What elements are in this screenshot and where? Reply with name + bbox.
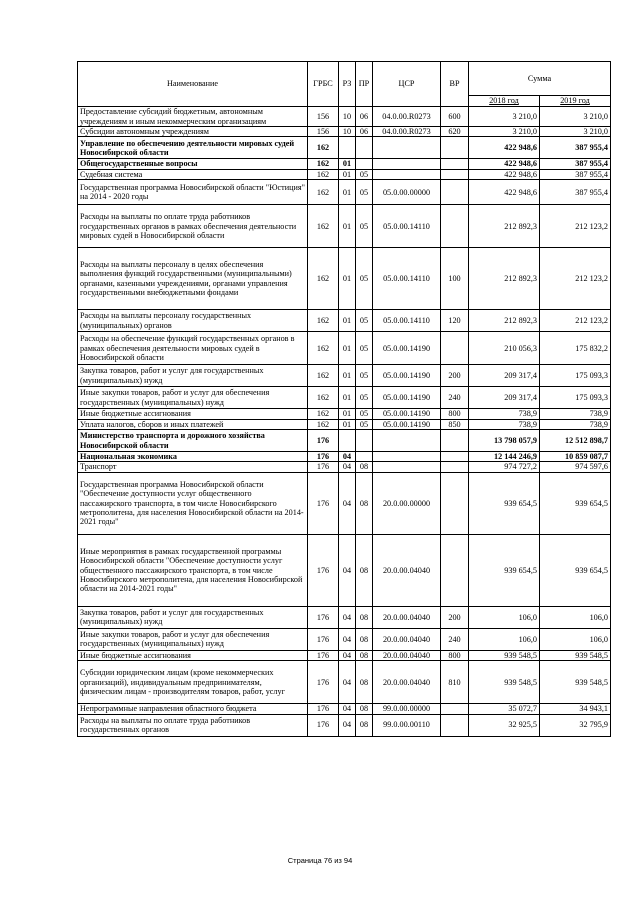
cell-name: Закупка товаров, работ и услуг для государственных (муниципальных) нужд [78, 365, 308, 387]
cell-grbs: 156 [308, 107, 339, 127]
cell-csr: 05.0.00.14190 [373, 387, 441, 409]
table-row [78, 462, 611, 472]
cell-sum-2018: 209 317,4 [469, 365, 540, 387]
cell-sum-2019: 212 123,2 [540, 248, 611, 310]
cell-sum-2019: 3 210,0 [540, 107, 611, 127]
cell-csr: 05.0.00.14190 [373, 365, 441, 387]
cell-vr [441, 462, 469, 472]
cell-name: Министерство транспорта и дорожного хозяйства Новосибирской области [78, 430, 308, 452]
cell-vr: 240 [441, 628, 469, 650]
cell-pr [356, 452, 373, 462]
cell-sum-2019: 106,0 [540, 628, 611, 650]
cell-rz: 04 [339, 714, 356, 736]
cell-pr: 05 [356, 310, 373, 332]
cell-sum-2019: 212 123,2 [540, 310, 611, 332]
cell-name: Государственная программа Новосибирской области "Обеспечение доступности услуг общественного пассажирского транспорта, в том числе Новосибирского метрополитена, для населения Новосибирской области на 2014-2021 годы" [78, 472, 308, 534]
cell-csr: 04.0.00.R0273 [373, 127, 441, 137]
cell-vr [441, 159, 469, 169]
cell-csr: 20.0.00.00000 [373, 472, 441, 534]
header-sum: Сумма [469, 62, 611, 96]
cell-pr: 05 [356, 387, 373, 409]
cell-rz [339, 137, 356, 159]
cell-csr: 05.0.00.14190 [373, 409, 441, 419]
cell-name: Закупка товаров, работ и услуг для государственных (муниципальных) нужд [78, 606, 308, 628]
cell-sum-2018: 212 892,3 [469, 310, 540, 332]
cell-sum-2019: 939 654,5 [540, 472, 611, 534]
cell-vr [441, 452, 469, 462]
cell-pr [356, 430, 373, 452]
header-rz: РЗ [339, 62, 356, 107]
table-row [78, 419, 611, 429]
table-row [78, 107, 611, 127]
cell-csr: 20.0.00.04040 [373, 606, 441, 628]
cell-rz: 10 [339, 107, 356, 127]
cell-pr: 05 [356, 419, 373, 429]
table-row [78, 310, 611, 332]
cell-rz: 01 [339, 180, 356, 205]
cell-sum-2019: 3 210,0 [540, 127, 611, 137]
cell-rz: 04 [339, 452, 356, 462]
cell-name: Судебная система [78, 169, 308, 179]
cell-sum-2018: 738,9 [469, 419, 540, 429]
cell-name: Расходы на выплаты персоналу государственных (муниципальных) органов [78, 310, 308, 332]
budget-table [77, 61, 611, 737]
table-row [78, 534, 611, 606]
table-row [78, 205, 611, 248]
cell-rz: 01 [339, 419, 356, 429]
cell-grbs: 162 [308, 310, 339, 332]
table-row [78, 650, 611, 660]
cell-vr: 600 [441, 107, 469, 127]
cell-grbs: 176 [308, 704, 339, 714]
cell-sum-2019: 175 093,3 [540, 365, 611, 387]
cell-csr [373, 137, 441, 159]
cell-rz: 01 [339, 159, 356, 169]
cell-pr: 05 [356, 365, 373, 387]
cell-vr: 100 [441, 248, 469, 310]
cell-grbs: 176 [308, 534, 339, 606]
cell-rz: 04 [339, 704, 356, 714]
cell-sum-2018: 738,9 [469, 409, 540, 419]
cell-sum-2019: 738,9 [540, 419, 611, 429]
cell-name: Иные бюджетные ассигнования [78, 409, 308, 419]
cell-sum-2018: 13 798 057,9 [469, 430, 540, 452]
cell-sum-2019: 10 859 087,7 [540, 452, 611, 462]
table-row [78, 704, 611, 714]
cell-csr: 05.0.00.14110 [373, 310, 441, 332]
cell-grbs: 176 [308, 606, 339, 628]
cell-grbs: 176 [308, 462, 339, 472]
cell-sum-2019: 387 955,4 [540, 137, 611, 159]
cell-vr [441, 205, 469, 248]
cell-grbs: 176 [308, 472, 339, 534]
cell-pr: 08 [356, 462, 373, 472]
cell-grbs: 162 [308, 180, 339, 205]
cell-csr: 05.0.00.00000 [373, 180, 441, 205]
cell-sum-2019: 974 597,6 [540, 462, 611, 472]
table-row [78, 452, 611, 462]
cell-sum-2019: 939 654,5 [540, 534, 611, 606]
header-year-2019: 2019 год [540, 96, 611, 107]
cell-rz: 01 [339, 248, 356, 310]
cell-vr: 200 [441, 365, 469, 387]
cell-pr [356, 159, 373, 169]
cell-rz [339, 430, 356, 452]
cell-name: Иные закупки товаров, работ и услуг для обеспечения государственных (муниципальных) нужд [78, 387, 308, 409]
cell-sum-2019: 387 955,4 [540, 159, 611, 169]
cell-rz: 04 [339, 462, 356, 472]
cell-rz: 01 [339, 387, 356, 409]
cell-pr: 05 [356, 169, 373, 179]
cell-csr: 05.0.00.14190 [373, 419, 441, 429]
cell-csr: 20.0.00.04040 [373, 628, 441, 650]
cell-grbs: 176 [308, 714, 339, 736]
table-row [78, 127, 611, 137]
cell-vr [441, 430, 469, 452]
header-name: Наименование [78, 62, 308, 107]
cell-rz: 01 [339, 205, 356, 248]
page-number: Страница 76 из 94 [287, 856, 353, 865]
cell-name: Управление по обеспечению деятельности мировых судей Новосибирской области [78, 137, 308, 159]
cell-sum-2018: 422 948,6 [469, 180, 540, 205]
cell-rz: 04 [339, 472, 356, 534]
cell-pr: 08 [356, 661, 373, 704]
cell-grbs: 156 [308, 127, 339, 137]
cell-rz: 01 [339, 409, 356, 419]
cell-vr: 800 [441, 650, 469, 660]
cell-name: Расходы на выплаты по оплате труда работников государственных органов в рамках обеспечения деятельности мировых судей в Новосибирской области [78, 205, 308, 248]
cell-grbs: 162 [308, 365, 339, 387]
cell-sum-2018: 939 548,5 [469, 661, 540, 704]
cell-csr [373, 452, 441, 462]
cell-sum-2018: 106,0 [469, 628, 540, 650]
cell-csr: 05.0.00.14190 [373, 332, 441, 365]
cell-rz: 01 [339, 365, 356, 387]
header-pr: ПР [356, 62, 373, 107]
cell-grbs: 162 [308, 332, 339, 365]
cell-sum-2018: 212 892,3 [469, 248, 540, 310]
cell-grbs: 162 [308, 205, 339, 248]
cell-sum-2019: 34 943,1 [540, 704, 611, 714]
table-row [78, 169, 611, 179]
cell-grbs: 162 [308, 409, 339, 419]
cell-pr: 05 [356, 248, 373, 310]
cell-sum-2018: 32 925,5 [469, 714, 540, 736]
cell-grbs: 162 [308, 419, 339, 429]
cell-vr [441, 169, 469, 179]
cell-csr: 04.0.00.R0273 [373, 107, 441, 127]
cell-sum-2018: 422 948,6 [469, 159, 540, 169]
cell-pr: 08 [356, 628, 373, 650]
cell-name: Национальная экономика [78, 452, 308, 462]
cell-sum-2018: 3 210,0 [469, 107, 540, 127]
cell-sum-2018: 3 210,0 [469, 127, 540, 137]
cell-sum-2019: 939 548,5 [540, 650, 611, 660]
cell-rz: 10 [339, 127, 356, 137]
cell-name: Иные мероприятия в рамках государственной программы Новосибирской области "Обеспечение доступности услуг общественного пассажирского транспорта, в том числе Новосибирского метрополитена, для населения Новосибирской области на 2014-2021 годы" [78, 534, 308, 606]
cell-grbs: 176 [308, 628, 339, 650]
cell-csr: 05.0.00.14110 [373, 205, 441, 248]
cell-sum-2019: 175 832,2 [540, 332, 611, 365]
table-row [78, 472, 611, 534]
cell-pr: 06 [356, 107, 373, 127]
cell-sum-2019: 12 512 898,7 [540, 430, 611, 452]
cell-vr [441, 180, 469, 205]
cell-sum-2018: 35 072,7 [469, 704, 540, 714]
cell-grbs: 162 [308, 169, 339, 179]
cell-sum-2019: 387 955,4 [540, 169, 611, 179]
cell-sum-2019: 32 795,9 [540, 714, 611, 736]
cell-vr: 800 [441, 409, 469, 419]
cell-sum-2019: 387 955,4 [540, 180, 611, 205]
cell-rz: 04 [339, 628, 356, 650]
cell-rz: 01 [339, 310, 356, 332]
cell-vr: 200 [441, 606, 469, 628]
table-row [78, 606, 611, 628]
cell-vr [441, 137, 469, 159]
table-row [78, 409, 611, 419]
cell-rz: 01 [339, 332, 356, 365]
cell-pr: 08 [356, 714, 373, 736]
cell-csr [373, 462, 441, 472]
cell-grbs: 162 [308, 159, 339, 169]
cell-vr: 850 [441, 419, 469, 429]
cell-name: Предоставление субсидий бюджетным, автономным учреждениям и иным некоммерческим организациям [78, 107, 308, 127]
header-vr: ВР [441, 62, 469, 107]
cell-csr [373, 430, 441, 452]
cell-name: Государственная программа Новосибирской области "Юстиция" на 2014 - 2020 годы [78, 180, 308, 205]
cell-sum-2019: 106,0 [540, 606, 611, 628]
cell-vr: 810 [441, 661, 469, 704]
cell-vr [441, 472, 469, 534]
cell-name: Субсидии юридическим лицам (кроме некоммерческих организаций), индивидуальным предпринимателям, физическим лицам - производителям товаров, работ, услуг [78, 661, 308, 704]
cell-sum-2018: 210 056,3 [469, 332, 540, 365]
cell-pr: 08 [356, 472, 373, 534]
cell-sum-2019: 939 548,5 [540, 661, 611, 704]
cell-name: Транспорт [78, 462, 308, 472]
table-row [78, 430, 611, 452]
cell-pr: 08 [356, 534, 373, 606]
cell-rz: 04 [339, 534, 356, 606]
cell-name: Расходы на выплаты персоналу в целях обеспечения выполнения функций государственными (муниципальными) органами, казенными учреждениями, органами управления государственными внебюджетными фондами [78, 248, 308, 310]
cell-sum-2018: 106,0 [469, 606, 540, 628]
cell-sum-2018: 12 144 246,9 [469, 452, 540, 462]
cell-name: Непрограммные направления областного бюджета [78, 704, 308, 714]
cell-sum-2019: 212 123,2 [540, 205, 611, 248]
header-grbs: ГРБС [308, 62, 339, 107]
table-row [78, 628, 611, 650]
table-row [78, 137, 611, 159]
cell-rz: 01 [339, 169, 356, 179]
cell-csr: 05.0.00.14110 [373, 248, 441, 310]
cell-csr: 20.0.00.04040 [373, 650, 441, 660]
cell-name: Общегосударственные вопросы [78, 159, 308, 169]
cell-pr: 06 [356, 127, 373, 137]
cell-sum-2018: 974 727,2 [469, 462, 540, 472]
cell-grbs: 176 [308, 650, 339, 660]
table-row [78, 714, 611, 736]
cell-rz: 04 [339, 606, 356, 628]
cell-rz: 04 [339, 650, 356, 660]
header-csr: ЦСР [373, 62, 441, 107]
cell-grbs: 162 [308, 248, 339, 310]
cell-sum-2018: 939 548,5 [469, 650, 540, 660]
cell-sum-2018: 212 892,3 [469, 205, 540, 248]
cell-grbs: 176 [308, 452, 339, 462]
cell-name: Иные закупки товаров, работ и услуг для обеспечения государственных (муниципальных) нужд [78, 628, 308, 650]
cell-sum-2018: 939 654,5 [469, 534, 540, 606]
cell-pr [356, 137, 373, 159]
cell-pr: 08 [356, 650, 373, 660]
cell-pr: 05 [356, 205, 373, 248]
cell-csr: 99.0.00.00000 [373, 704, 441, 714]
cell-grbs: 162 [308, 137, 339, 159]
cell-grbs: 162 [308, 387, 339, 409]
cell-pr: 08 [356, 704, 373, 714]
cell-pr: 05 [356, 332, 373, 365]
cell-sum-2018: 422 948,6 [469, 169, 540, 179]
cell-vr: 120 [441, 310, 469, 332]
cell-csr: 20.0.00.04040 [373, 534, 441, 606]
table-body [78, 107, 611, 737]
cell-pr: 05 [356, 180, 373, 205]
cell-grbs: 176 [308, 430, 339, 452]
cell-csr [373, 169, 441, 179]
cell-sum-2019: 175 093,3 [540, 387, 611, 409]
cell-name: Расходы на выплаты по оплате труда работников государственных органов [78, 714, 308, 736]
cell-name: Иные бюджетные ассигнования [78, 650, 308, 660]
cell-vr: 240 [441, 387, 469, 409]
cell-pr: 05 [356, 409, 373, 419]
cell-sum-2018: 422 948,6 [469, 137, 540, 159]
cell-sum-2018: 939 654,5 [469, 472, 540, 534]
table-row [78, 365, 611, 387]
cell-name: Расходы на обеспечение функций государственных органов в рамках обеспечения деятельности мировых судей в Новосибирской области [78, 332, 308, 365]
cell-vr [441, 534, 469, 606]
table-row [78, 332, 611, 365]
cell-csr: 20.0.00.04040 [373, 661, 441, 704]
table-row [78, 248, 611, 310]
header-year-2018: 2018 год [469, 96, 540, 107]
cell-grbs: 176 [308, 661, 339, 704]
table-row [78, 387, 611, 409]
cell-name: Субсидии автономным учреждениям [78, 127, 308, 137]
table-row [78, 159, 611, 169]
cell-name: Уплата налогов, сборов и иных платежей [78, 419, 308, 429]
table-row [78, 180, 611, 205]
cell-sum-2019: 738,9 [540, 409, 611, 419]
cell-sum-2018: 209 317,4 [469, 387, 540, 409]
cell-vr [441, 704, 469, 714]
cell-csr: 99.0.00.00110 [373, 714, 441, 736]
cell-vr: 620 [441, 127, 469, 137]
cell-vr [441, 332, 469, 365]
cell-rz: 04 [339, 661, 356, 704]
table-row [78, 661, 611, 704]
cell-pr: 08 [356, 606, 373, 628]
cell-csr [373, 159, 441, 169]
cell-vr [441, 714, 469, 736]
